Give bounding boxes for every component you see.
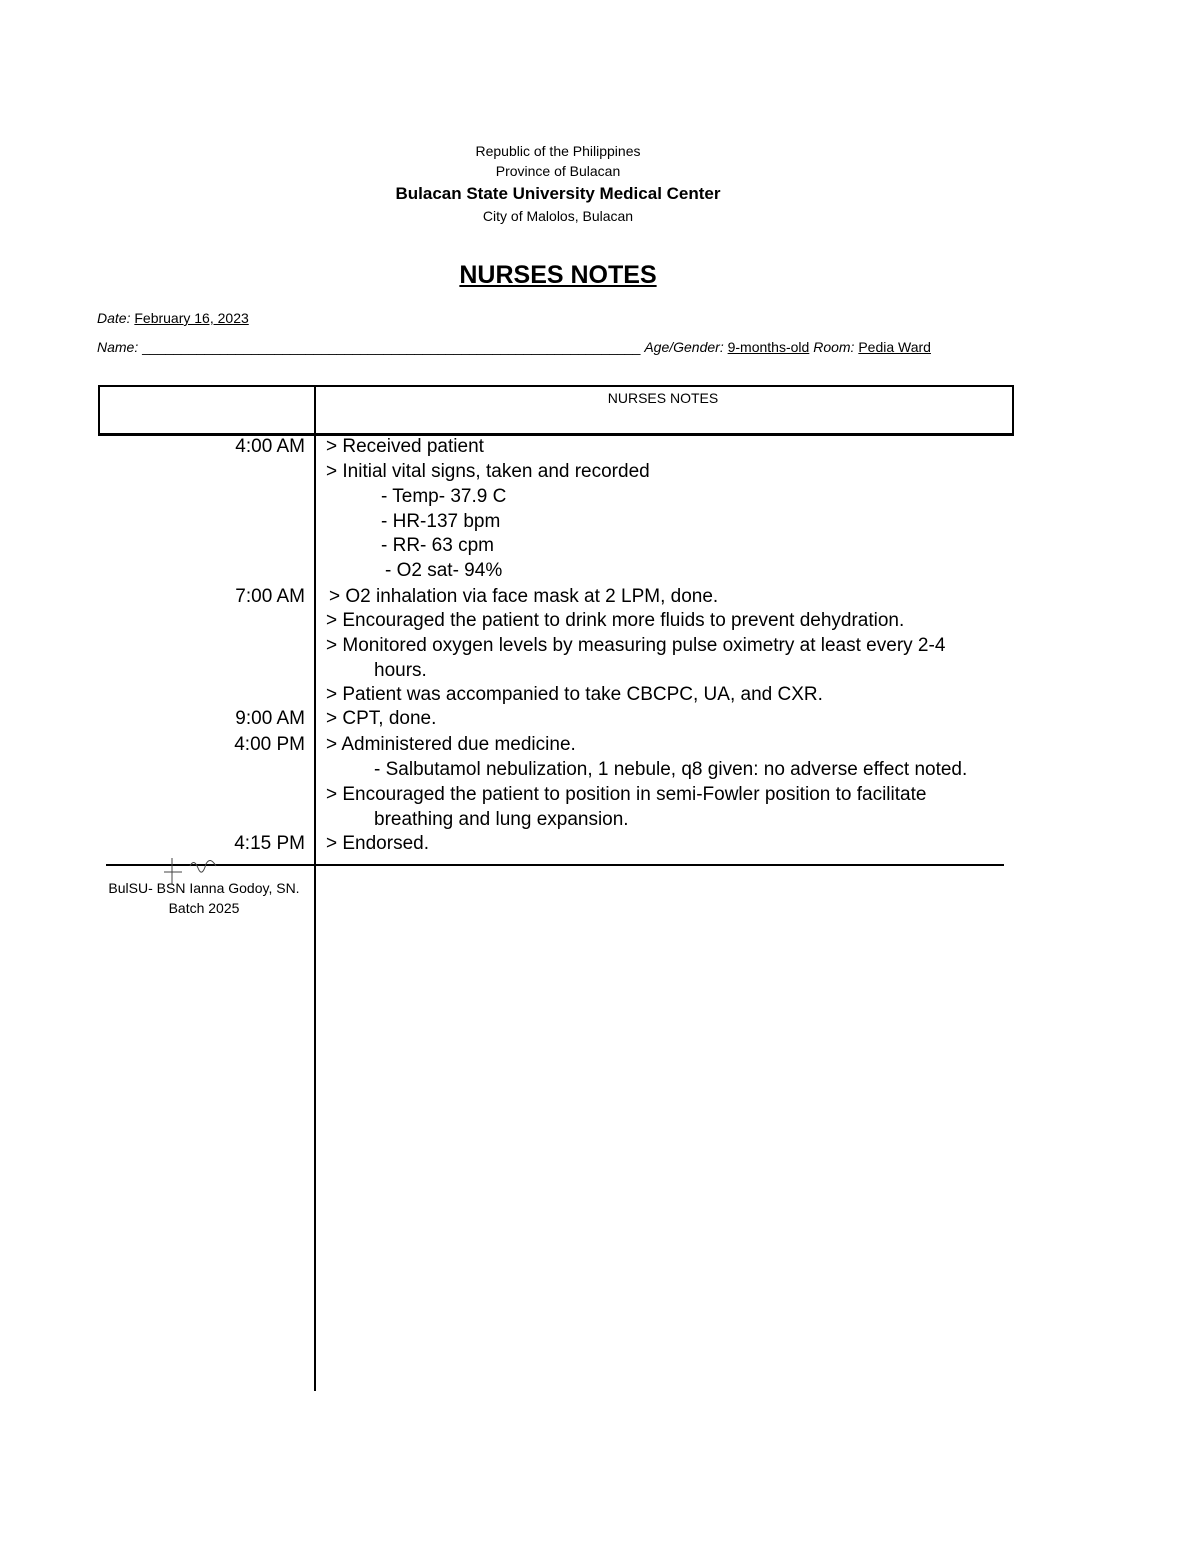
column-divider: [314, 385, 316, 1391]
date-row: [97, 310, 249, 326]
note-line: > Encouraged the patient to drink more fluids to prevent dehydration.: [326, 610, 905, 631]
note-line: - RR- 63 cpm: [381, 535, 494, 556]
note-line: > Patient was accompanied to take CBCPC, UA, and CXR.: [326, 684, 823, 705]
institution-name: Bulacan State University Medical Center: [395, 184, 721, 203]
time-entry: 4:00 AM: [235, 436, 305, 457]
room-label: Room:: [813, 339, 855, 355]
note-line: > Received patient: [326, 436, 484, 457]
republic-line: Republic of the Philippines: [475, 143, 641, 159]
closing-line: [106, 864, 1004, 866]
note-line: > Initial vital signs, taken and recorded: [326, 461, 650, 482]
time-entry: 4:00 PM: [234, 734, 305, 755]
table-header-label: NURSES NOTES: [607, 390, 719, 406]
name-row: [97, 339, 931, 355]
name-label: Name:: [97, 339, 139, 355]
time-entry: 7:00 AM: [235, 586, 305, 607]
note-line: - O2 sat- 94%: [385, 560, 503, 581]
note-line: > CPT, done.: [326, 708, 437, 729]
note-line: hours.: [374, 660, 427, 681]
room-value: Pedia Ward: [858, 339, 931, 355]
note-line: - Temp- 37.9 C: [381, 486, 507, 507]
age-label: Age/Gender:: [644, 339, 724, 355]
time-entry: 9:00 AM: [235, 708, 305, 729]
date-label: Date:: [97, 310, 131, 326]
note-line: > Endorsed.: [326, 833, 429, 854]
signature-name: BulSU- BSN Ianna Godoy, SN.: [108, 880, 300, 896]
note-line: > O2 inhalation via face mask at 2 LPM, done.: [329, 586, 719, 607]
note-line: > Encouraged the patient to position in semi-Fowler position to facilitate: [326, 784, 927, 805]
time-entry: 4:15 PM: [234, 833, 305, 854]
page-title: NURSES NOTES: [459, 261, 657, 289]
date-value: February 16, 2023: [134, 310, 249, 326]
note-line: > Monitored oxygen levels by measuring pulse oximetry at least every 2-4: [326, 635, 946, 656]
age-value: 9-months-old: [727, 339, 810, 355]
signature-batch: Batch 2025: [168, 900, 240, 916]
note-line: - HR-137 bpm: [381, 511, 501, 532]
note-line: - Salbutamol nebulization, 1 nebule, q8 given: no adverse effect noted.: [374, 759, 968, 780]
name-blank[interactable]: ________________________________________________________________: [142, 339, 641, 355]
note-line: breathing and lung expansion.: [374, 809, 629, 830]
province-line: Province of Bulacan: [495, 163, 621, 179]
city-line: City of Malolos, Bulacan: [482, 208, 634, 224]
note-line: > Administered due medicine.: [326, 734, 576, 755]
